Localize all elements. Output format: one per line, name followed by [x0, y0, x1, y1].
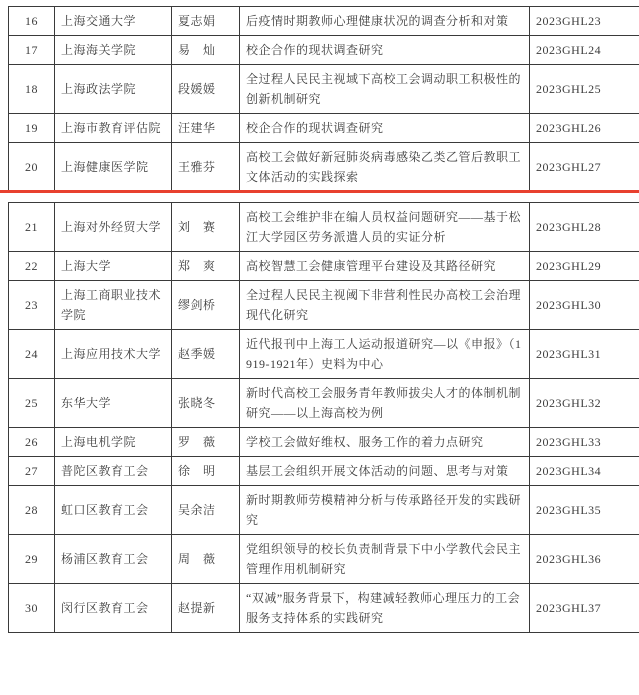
project-title-cell: “双减”服务背景下，构建减轻教师心理压力的工会服务支持体系的实践研究 [240, 584, 530, 633]
table-row [9, 584, 639, 633]
leader-name-cell: 赵季媛 [172, 330, 240, 379]
institution-cell: 上海健康医学院 [55, 143, 172, 192]
leader-name-cell: 易 灿 [172, 36, 240, 65]
institution-cell: 上海交通大学 [55, 7, 172, 36]
project-code-cell: 2023GHL23 [530, 7, 639, 36]
serial-cell: 19 [9, 114, 55, 143]
table-row [9, 114, 639, 143]
serial-cell: 17 [9, 36, 55, 65]
table-row [9, 330, 639, 379]
institution-cell: 东华大学 [55, 379, 172, 428]
red-divider-line [0, 190, 639, 193]
table-row [9, 428, 639, 457]
institution-cell: 普陀区教育工会 [55, 457, 172, 486]
project-title-cell: 高校工会维护非在编人员权益问题研究——基于松江大学园区劳务派遣人员的实证分析 [240, 203, 530, 252]
project-title-cell: 校企合作的现状调查研究 [240, 36, 530, 65]
table-row [9, 535, 639, 584]
serial-cell: 29 [9, 535, 55, 584]
institution-cell: 上海政法学院 [55, 65, 172, 114]
institution-cell: 虹口区教育工会 [55, 486, 172, 535]
institution-cell: 上海对外经贸大学 [55, 203, 172, 252]
leader-name-cell: 罗 薇 [172, 428, 240, 457]
table-row [9, 36, 639, 65]
leader-name-cell: 张晓冬 [172, 379, 240, 428]
project-code-cell: 2023GHL28 [530, 203, 639, 252]
serial-cell: 30 [9, 584, 55, 633]
serial-cell: 22 [9, 252, 55, 281]
projects-table-lower-body [9, 203, 639, 633]
table-row [9, 7, 639, 36]
leader-name-cell: 夏志娟 [172, 7, 240, 36]
projects-table-upper-body [9, 7, 639, 192]
leader-name-cell: 吴余洁 [172, 486, 240, 535]
leader-name-cell: 徐 明 [172, 457, 240, 486]
project-title-cell: 基层工会组织开展文体活动的问题、思考与对策 [240, 457, 530, 486]
table-row [9, 203, 639, 252]
project-code-cell: 2023GHL33 [530, 428, 639, 457]
table-row [9, 252, 639, 281]
table-row [9, 457, 639, 486]
bottom-whitespace [8, 633, 633, 651]
project-title-cell: 学校工会做好维权、服务工作的着力点研究 [240, 428, 530, 457]
serial-cell: 18 [9, 65, 55, 114]
institution-cell: 上海工商职业技术学院 [55, 281, 172, 330]
institution-cell: 上海电机学院 [55, 428, 172, 457]
projects-table-upper [8, 6, 639, 192]
leader-name-cell: 刘 赛 [172, 203, 240, 252]
project-code-cell: 2023GHL31 [530, 330, 639, 379]
project-title-cell: 全过程人民民主视阈下非营利性民办高校工会治理现代化研究 [240, 281, 530, 330]
project-code-cell: 2023GHL35 [530, 486, 639, 535]
table-row [9, 281, 639, 330]
institution-cell: 上海应用技术大学 [55, 330, 172, 379]
institution-cell: 闵行区教育工会 [55, 584, 172, 633]
serial-cell: 21 [9, 203, 55, 252]
project-title-cell: 党组织领导的校长负责制背景下中小学教代会民主管理作用机制研究 [240, 535, 530, 584]
serial-cell: 24 [9, 330, 55, 379]
leader-name-cell: 赵提新 [172, 584, 240, 633]
project-title-cell: 校企合作的现状调查研究 [240, 114, 530, 143]
table-row [9, 65, 639, 114]
project-title-cell: 后疫情时期教师心理健康状况的调查分析和对策 [240, 7, 530, 36]
leader-name-cell: 周 薇 [172, 535, 240, 584]
project-title-cell: 高校智慧工会健康管理平台建设及其路径研究 [240, 252, 530, 281]
serial-cell: 27 [9, 457, 55, 486]
projects-table-lower [8, 202, 639, 633]
leader-name-cell: 段媛媛 [172, 65, 240, 114]
serial-cell: 23 [9, 281, 55, 330]
project-title-cell: 新时期教师劳模精神分析与传承路径开发的实践研究 [240, 486, 530, 535]
serial-cell: 20 [9, 143, 55, 192]
project-code-cell: 2023GHL29 [530, 252, 639, 281]
project-code-cell: 2023GHL37 [530, 584, 639, 633]
table-row [9, 486, 639, 535]
leader-name-cell: 缪剑桥 [172, 281, 240, 330]
project-code-cell: 2023GHL30 [530, 281, 639, 330]
project-title-cell: 近代报刊中上海工人运动报道研究—以《申报》（1919-1921年）史料为中心 [240, 330, 530, 379]
institution-cell: 上海海关学院 [55, 36, 172, 65]
leader-name-cell: 郑 爽 [172, 252, 240, 281]
institution-cell: 上海市教育评估院 [55, 114, 172, 143]
project-code-cell: 2023GHL24 [530, 36, 639, 65]
serial-cell: 28 [9, 486, 55, 535]
project-title-cell: 新时代高校工会服务青年教师拔尖人才的体制机制研究——以上海高校为例 [240, 379, 530, 428]
project-code-cell: 2023GHL32 [530, 379, 639, 428]
project-code-cell: 2023GHL34 [530, 457, 639, 486]
serial-cell: 25 [9, 379, 55, 428]
leader-name-cell: 汪建华 [172, 114, 240, 143]
serial-cell: 16 [9, 7, 55, 36]
project-code-cell: 2023GHL26 [530, 114, 639, 143]
institution-cell: 杨浦区教育工会 [55, 535, 172, 584]
project-title-cell: 高校工会做好新冠肺炎病毒感染乙类乙管后教职工文体活动的实践探索 [240, 143, 530, 192]
serial-cell: 26 [9, 428, 55, 457]
leader-name-cell: 王雅芬 [172, 143, 240, 192]
project-code-cell: 2023GHL27 [530, 143, 639, 192]
table-row [9, 379, 639, 428]
project-title-cell: 全过程人民民主视域下高校工会调动职工积极性的创新机制研究 [240, 65, 530, 114]
institution-cell: 上海大学 [55, 252, 172, 281]
table-row [9, 143, 639, 192]
project-code-cell: 2023GHL36 [530, 535, 639, 584]
project-code-cell: 2023GHL25 [530, 65, 639, 114]
